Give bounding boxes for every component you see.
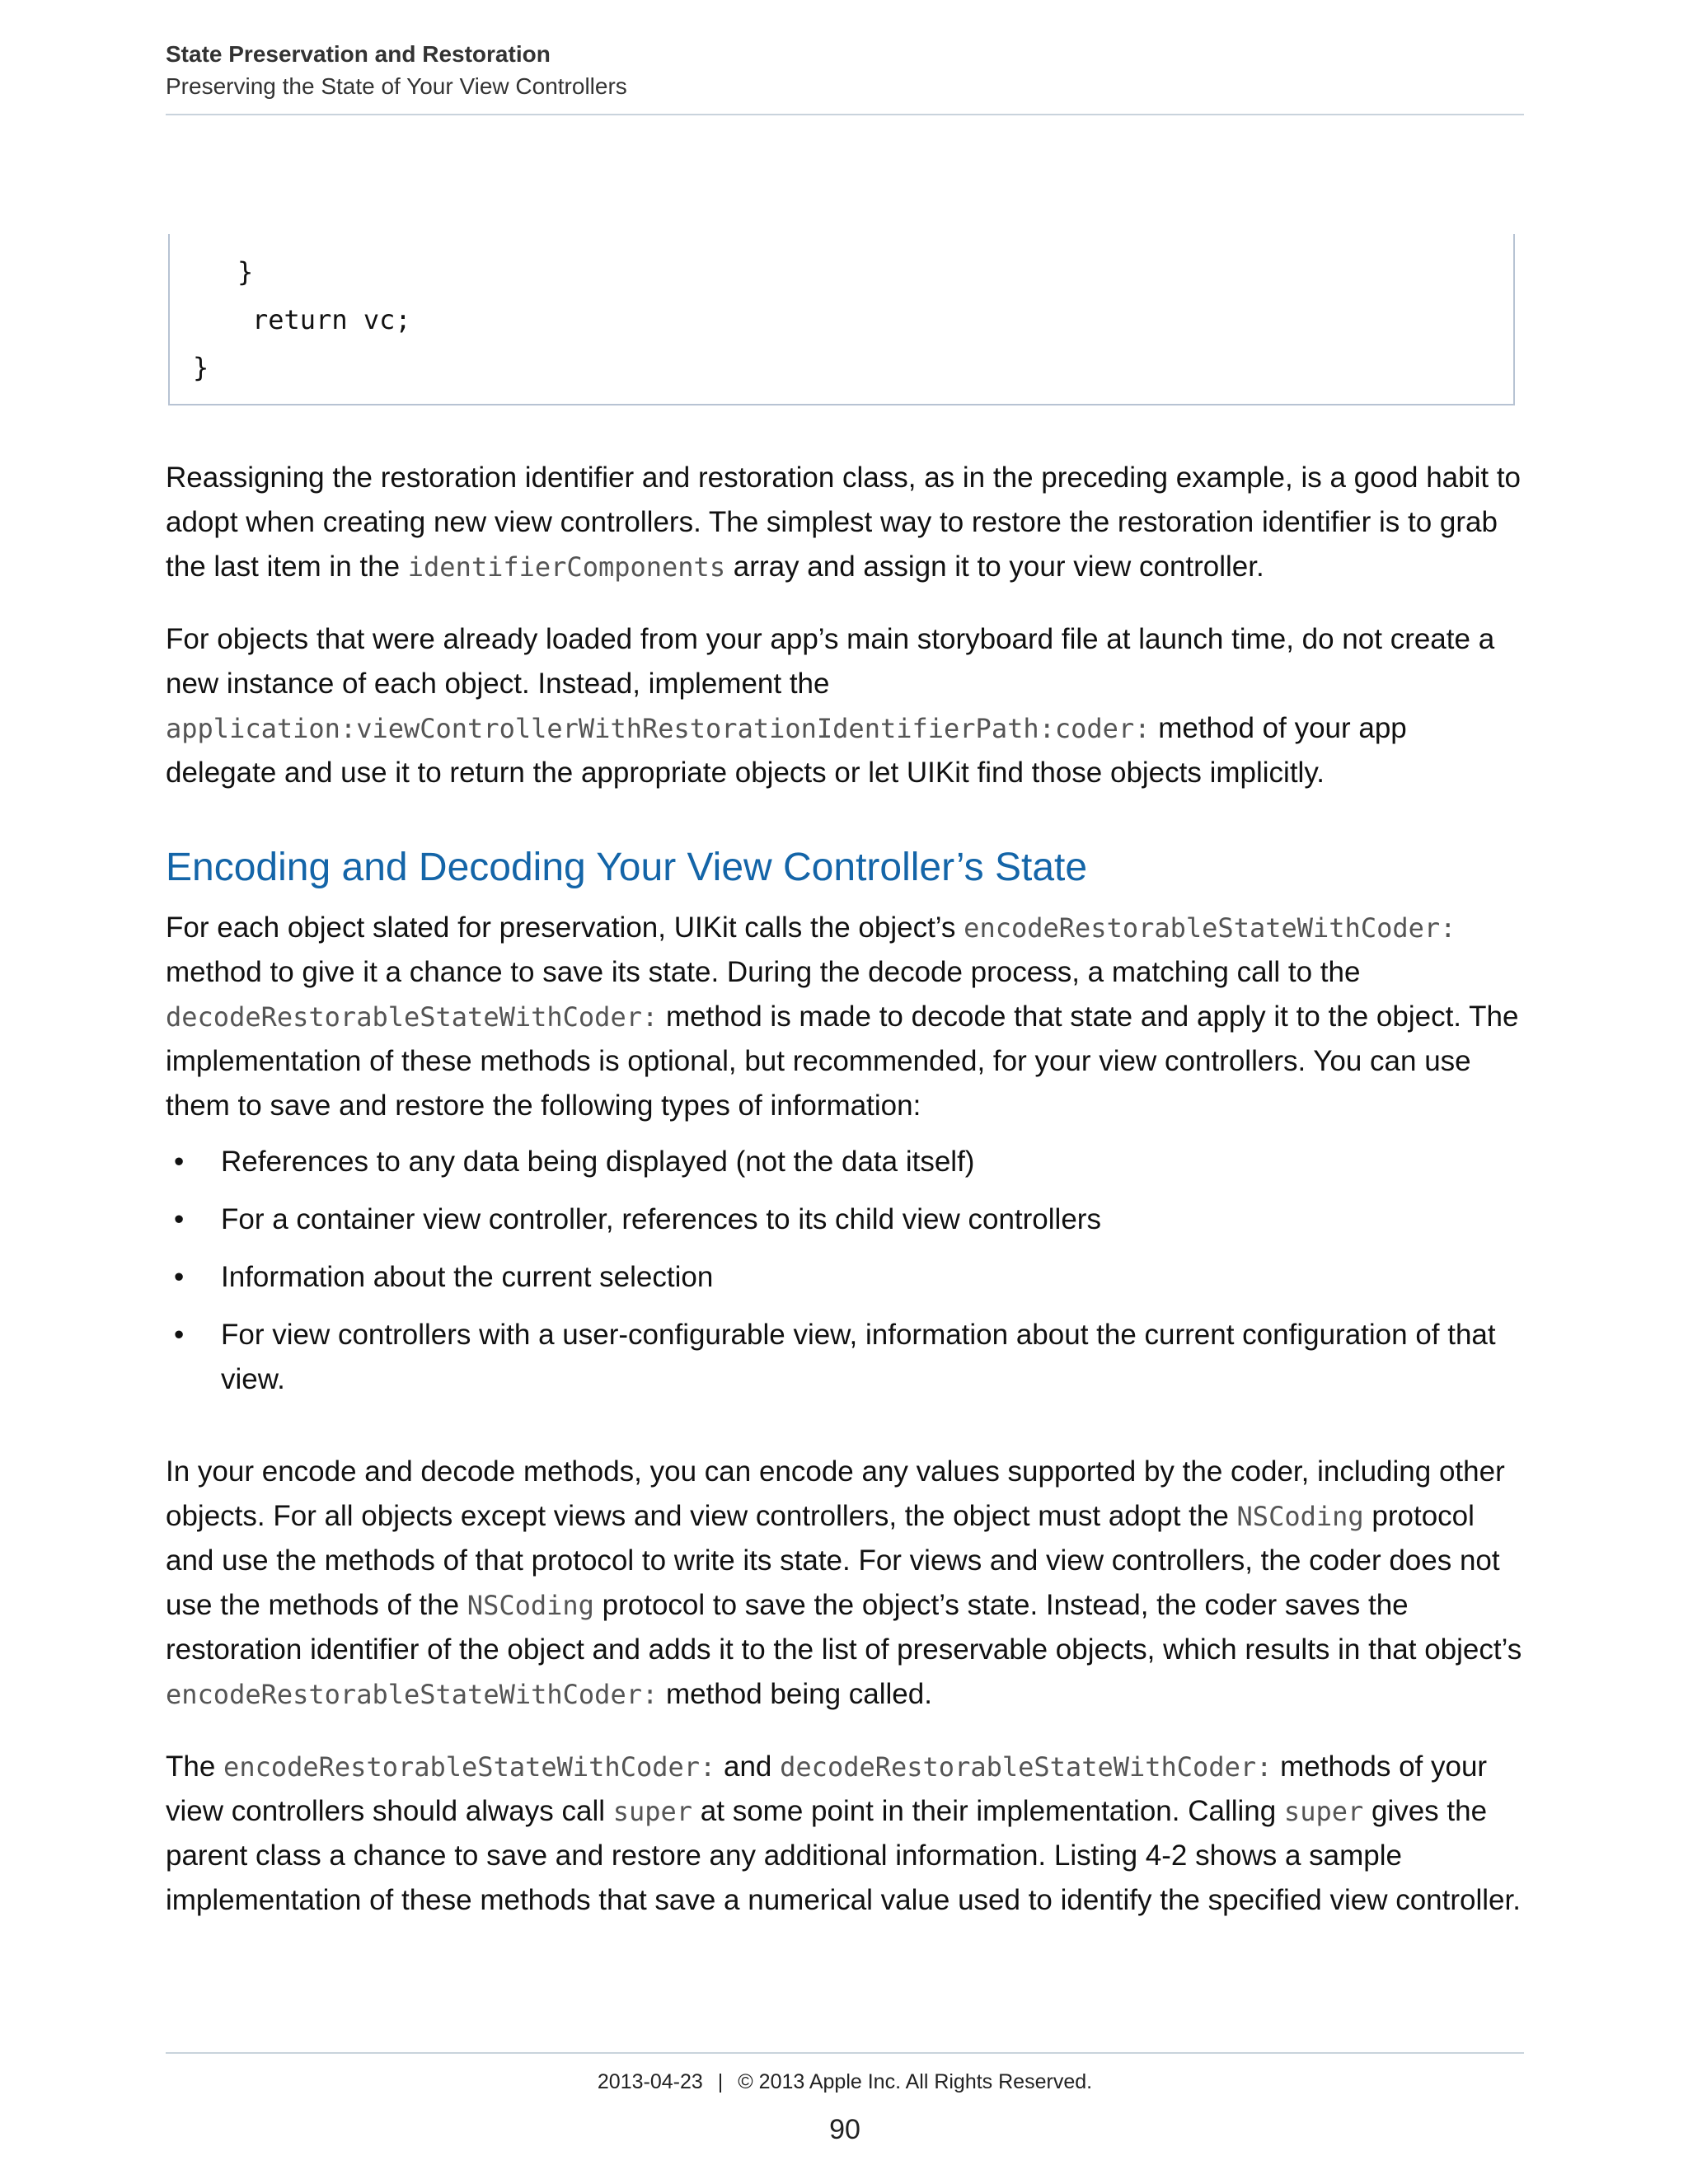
list-item: • References to any data being displayed (not the data itself) [166, 1140, 1524, 1184]
bullet-icon: • [174, 1203, 185, 1235]
bullet-list [166, 1140, 1524, 1402]
code-term: encodeRestorableStateWithCoder: [964, 912, 1456, 944]
page-number: 90 [829, 2114, 860, 2145]
code-term: application:viewControllerWithRestorationIdentifierPath:coder: [166, 713, 1151, 744]
footer-separator: | [717, 2070, 724, 2093]
list-item: • For a container view controller, references to its child view controllers [166, 1197, 1524, 1242]
code-term: identifierComponents [407, 551, 726, 583]
code-line: } [237, 256, 254, 288]
footer-meta [166, 2069, 1524, 2095]
paragraph: The encodeRestorableStateWithCoder: and decodeRestorableStateWithCoder: methods of your view controllers should always call super at some point in their implementation. Calling super gives the parent class a chance to save and restore any additional information. Listing 4-2 shows a sample implementation of these methods that save a numerical value used to identify the specified view controller. [166, 1750, 1521, 1916]
section-heading: Encoding and Decoding Your View Controller’s State [166, 846, 1088, 889]
page-footer [166, 2052, 1524, 2146]
list-item: • For view controllers with a user-configurable view, information about the current configuration of that view. [166, 1313, 1524, 1402]
footer-date: 2013-04-23 [597, 2070, 703, 2093]
code-term: super [612, 1796, 693, 1827]
chapter-title: State Preservation and Restoration [166, 41, 551, 67]
section-title: Preserving the State of Your View Controllers [166, 73, 627, 99]
list-item: • Information about the current selection [166, 1255, 1524, 1300]
code-term: super [1283, 1796, 1364, 1827]
bullet-icon: • [174, 1261, 185, 1293]
code-term: decodeRestorableStateWithCoder: [780, 1751, 1273, 1783]
code-term: NSCoding [1236, 1501, 1364, 1532]
paragraph: Reassigning the restoration identifier and restoration class, as in the preceding example, is a good habit to adopt when creating new view controllers. The simplest way to restore the restoration identifier is to grab the last item in the identifierComponents array and assign it to your view controller. [166, 462, 1522, 583]
main-content [166, 456, 1524, 1951]
code-listing [168, 234, 1515, 405]
code-term: NSCoding [467, 1590, 594, 1621]
paragraph: In your encode and decode methods, you can encode any values supported by the coder, including other objects. For all objects except views and view controllers, the object must adopt the NSCoding protocol and use the methods of that protocol to write its state. For views and view controllers, the coder does not use the methods of the NSCoding protocol to save the object’s state. Instead, the coder saves the restoration identifier of the object and adds it to the list of preservable objects, which results in that object’s encodeRestorableStateWithCoder: method being called. [166, 1455, 1522, 1710]
code-term: encodeRestorableStateWithCoder: [223, 1751, 716, 1783]
paragraph: For objects that were already loaded from your app’s main storyboard file at launch time, do not create a new instance of each object. Instead, implement the application:viewControllerWithRestorationIdentifierPath:coder: method of your app delegate and use it to return the appropriate objects or let UIKit find those objects implicitly. [166, 623, 1495, 789]
code-term: decodeRestorableStateWithCoder: [166, 1001, 659, 1033]
code-line: } [193, 352, 209, 383]
code-line: return vc; [252, 304, 411, 335]
bullet-icon: • [174, 1319, 185, 1351]
code-term: encodeRestorableStateWithCoder: [166, 1679, 659, 1710]
bullet-icon: • [174, 1146, 185, 1178]
paragraph: For each object slated for preservation, UIKit calls the object’s encodeRestorableStateWithCoder: method to give it a chance to save its state. During the decode process, a matching call to the decodeRestorableStateWithCoder: method is made to decode that state and apply it to the object. The implementation of these methods is optional, but recommended, for your view controllers. You can use them to save and restore the following types of information: [166, 912, 1519, 1122]
page-header [166, 40, 1524, 115]
footer-copyright: © 2013 Apple Inc. All Rights Reserved. [738, 2070, 1093, 2093]
